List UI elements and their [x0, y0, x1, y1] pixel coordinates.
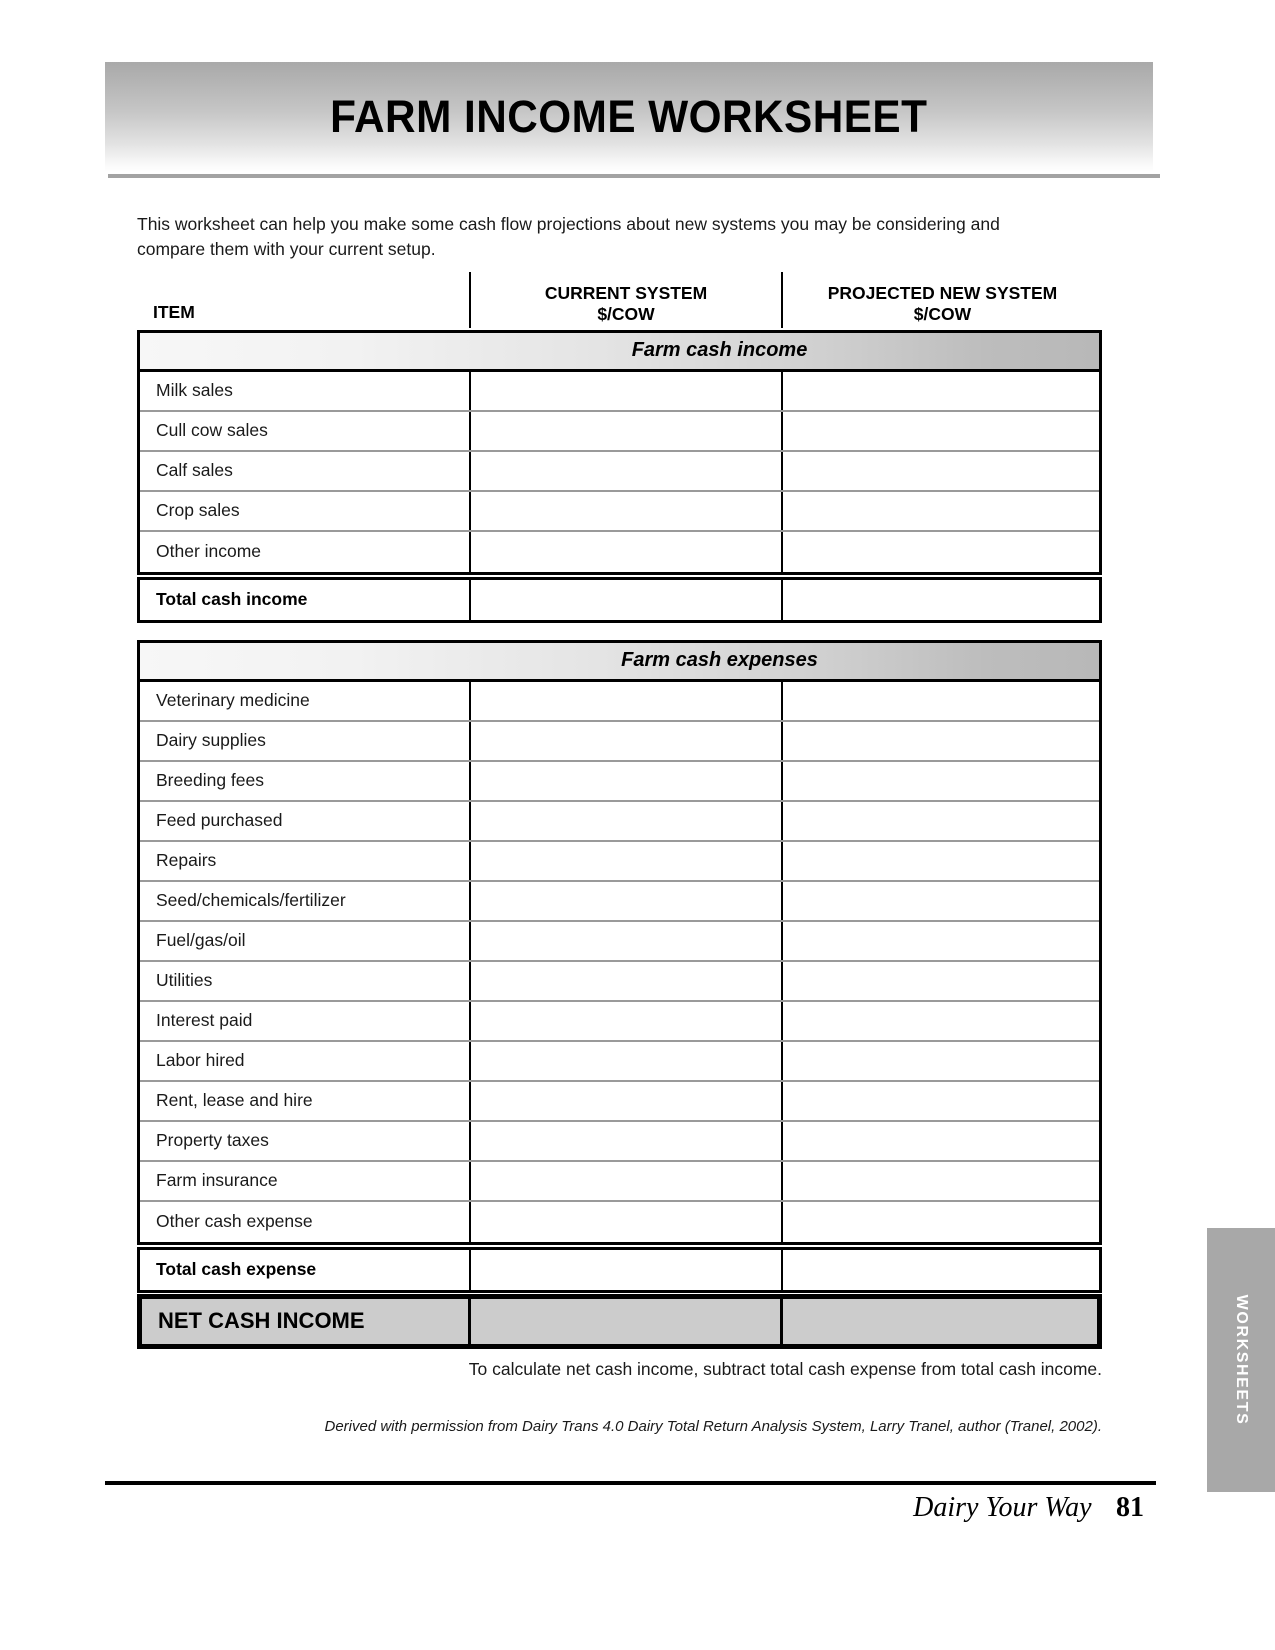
income-item-projected-cell[interactable]	[784, 452, 1099, 490]
row-divider-1	[469, 532, 471, 572]
table-row	[140, 762, 1099, 802]
footer-rule	[105, 1481, 1156, 1485]
row-divider-1	[469, 1082, 471, 1120]
income-item-label: Calf sales	[156, 460, 233, 481]
expense-item-projected-cell[interactable]	[784, 962, 1099, 1000]
row-divider-1	[469, 452, 471, 490]
page-title-banner	[105, 62, 1153, 172]
expense-item-projected-cell[interactable]	[784, 1082, 1099, 1120]
row-divider-2	[781, 1250, 783, 1290]
table-row	[140, 1002, 1099, 1042]
row-divider-2	[781, 802, 783, 840]
expense-item-current-cell[interactable]	[472, 1042, 781, 1080]
column-header-projected-line2: $/COW	[913, 304, 972, 324]
table-row	[140, 532, 1099, 572]
total-cash-expense-current-cell[interactable]	[472, 1250, 781, 1290]
income-section-band	[137, 330, 1102, 372]
row-divider-2	[781, 492, 783, 530]
expense-item-current-cell[interactable]	[472, 842, 781, 880]
total-cash-expense-projected-cell[interactable]	[784, 1250, 1099, 1290]
row-divider-1	[469, 962, 471, 1000]
expenses-section-title: Farm cash expenses	[621, 649, 818, 672]
expense-item-label: Repairs	[156, 850, 217, 871]
farm-cash-income-section	[137, 330, 1102, 575]
table-row	[140, 802, 1099, 842]
expense-item-projected-cell[interactable]	[784, 802, 1099, 840]
expense-item-projected-cell[interactable]	[784, 1042, 1099, 1080]
income-item-projected-cell[interactable]	[784, 532, 1099, 572]
net-cash-income-label: NET CASH INCOME	[158, 1307, 365, 1333]
row-divider-2	[781, 762, 783, 800]
row-divider-2	[781, 842, 783, 880]
table-row	[140, 1202, 1099, 1242]
expense-rows-container	[137, 682, 1102, 1245]
row-divider-2	[781, 532, 783, 572]
column-header-projected-line1: PROJECTED NEW SYSTEM	[827, 283, 1058, 303]
income-item-label: Other income	[156, 541, 262, 562]
row-divider-1	[469, 842, 471, 880]
row-divider-1	[469, 922, 471, 960]
row-divider-2	[781, 1082, 783, 1120]
income-item-current-cell[interactable]	[472, 412, 781, 450]
intro-paragraph: This worksheet can help you make some cash flow projections about new systems you may be considering and compare them with your current setup.	[137, 213, 1000, 259]
row-divider-2	[781, 922, 783, 960]
row-divider-2	[781, 1122, 783, 1160]
row-divider-2	[781, 962, 783, 1000]
income-section-title: Farm cash income	[631, 339, 808, 362]
expense-item-projected-cell[interactable]	[784, 922, 1099, 960]
row-divider-2	[781, 580, 783, 620]
row-divider-2	[781, 1202, 783, 1242]
worksheets-side-tab[interactable]	[1207, 1228, 1275, 1492]
expense-item-current-cell[interactable]	[472, 1122, 781, 1160]
row-divider-1	[469, 580, 471, 620]
table-row	[140, 922, 1099, 962]
expense-item-label: Seed/chemicals/fertilizer	[156, 890, 346, 911]
table-row-total-cash-expense	[137, 1247, 1102, 1293]
row-divider-2	[781, 882, 783, 920]
income-item-projected-cell[interactable]	[784, 372, 1099, 410]
expense-item-label: Other cash expense	[156, 1211, 313, 1232]
expense-item-projected-cell[interactable]	[784, 882, 1099, 920]
table-row	[140, 372, 1099, 412]
expense-item-projected-cell[interactable]	[784, 1122, 1099, 1160]
income-item-label: Crop sales	[156, 500, 240, 521]
expense-item-label: Labor hired	[156, 1050, 245, 1071]
expense-item-current-cell[interactable]	[472, 882, 781, 920]
expense-item-label: Veterinary medicine	[156, 690, 310, 711]
table-row	[140, 492, 1099, 532]
expense-item-current-cell[interactable]	[472, 1002, 781, 1040]
attribution-note: Derived with permission from Dairy Trans 4.0 Dairy Total Return Analysis System, Larry Tranel, author (Tranel, 2002).	[324, 1418, 1102, 1435]
expense-item-label: Property taxes	[156, 1130, 269, 1151]
expense-item-current-cell[interactable]	[472, 922, 781, 960]
row-divider-1	[469, 1202, 471, 1242]
row-divider-1	[469, 492, 471, 530]
expenses-section-band	[137, 640, 1102, 682]
expense-item-projected-cell[interactable]	[784, 1162, 1099, 1200]
row-divider-1	[469, 372, 471, 410]
row-divider-2	[781, 412, 783, 450]
table-row-total-cash-income	[137, 577, 1102, 623]
row-divider-1	[469, 1122, 471, 1160]
column-header-current-system	[471, 272, 781, 328]
page-title: FARM INCOME WORKSHEET	[330, 91, 928, 142]
income-item-label: Cull cow sales	[156, 420, 268, 441]
table-row	[140, 842, 1099, 882]
expense-item-current-cell[interactable]	[472, 682, 781, 720]
table-row	[140, 1082, 1099, 1122]
table-row	[140, 1042, 1099, 1082]
row-divider-2	[781, 452, 783, 490]
expense-item-label: Dairy supplies	[156, 730, 266, 751]
worksheets-side-tab-label: WORKSHEETS	[1233, 1294, 1250, 1426]
farm-cash-expenses-section	[137, 640, 1102, 1245]
total-cash-income-projected-cell[interactable]	[784, 580, 1099, 620]
row-divider-1	[469, 762, 471, 800]
row-divider-2	[781, 1162, 783, 1200]
table-row-net-cash-income	[137, 1294, 1102, 1349]
expense-item-label: Interest paid	[156, 1010, 253, 1031]
table-row	[140, 722, 1099, 762]
book-title: Dairy Your Way	[913, 1492, 1092, 1523]
income-item-current-cell[interactable]	[472, 492, 781, 530]
net-cash-income-current-cell[interactable]	[471, 1299, 780, 1344]
income-item-current-cell[interactable]	[472, 452, 781, 490]
row-divider-1	[469, 1162, 471, 1200]
expense-item-current-cell[interactable]	[472, 962, 781, 1000]
table-row	[140, 682, 1099, 722]
column-header-current-line1: CURRENT SYSTEM	[544, 283, 708, 303]
expense-item-current-cell[interactable]	[472, 762, 781, 800]
income-item-projected-cell[interactable]	[784, 492, 1099, 530]
expense-item-projected-cell[interactable]	[784, 1202, 1099, 1242]
income-item-label: Milk sales	[156, 380, 233, 401]
row-divider-1	[469, 1042, 471, 1080]
row-divider-2	[781, 1002, 783, 1040]
expense-item-label: Fuel/gas/oil	[156, 930, 246, 951]
table-row	[140, 452, 1099, 492]
row-divider-1	[469, 682, 471, 720]
title-underline-rule	[108, 174, 1160, 178]
total-cash-expense-label: Total cash expense	[156, 1259, 317, 1280]
expense-item-projected-cell[interactable]	[784, 1002, 1099, 1040]
row-divider-2	[781, 682, 783, 720]
row-divider-2	[781, 372, 783, 410]
income-total-wrapper	[137, 577, 1102, 623]
page-number: 81	[1116, 1492, 1144, 1523]
row-divider-1	[469, 1002, 471, 1040]
expense-item-current-cell[interactable]	[472, 1162, 781, 1200]
income-rows-container	[137, 372, 1102, 575]
expense-item-current-cell[interactable]	[472, 1082, 781, 1120]
row-divider-1	[469, 722, 471, 760]
expense-item-current-cell[interactable]	[472, 1202, 781, 1242]
expense-item-projected-cell[interactable]	[784, 682, 1099, 720]
table-row	[140, 1122, 1099, 1162]
income-item-current-cell[interactable]	[472, 372, 781, 410]
row-divider-1	[469, 1250, 471, 1290]
column-header-item: ITEM	[153, 302, 195, 322]
table-row	[140, 882, 1099, 922]
income-item-projected-cell[interactable]	[784, 412, 1099, 450]
expense-item-label: Breeding fees	[156, 770, 264, 791]
row-divider-1	[469, 882, 471, 920]
expense-total-wrapper	[137, 1247, 1102, 1293]
calculation-note: To calculate net cash income, subtract total cash expense from total cash income.	[468, 1359, 1102, 1379]
row-divider-2	[781, 1042, 783, 1080]
income-item-current-cell[interactable]	[472, 532, 781, 572]
column-header-projected-system	[783, 272, 1102, 328]
net-cash-income-wrapper	[137, 1294, 1102, 1349]
total-cash-income-label: Total cash income	[156, 589, 308, 610]
row-divider-2	[781, 722, 783, 760]
expense-item-label: Utilities	[156, 970, 213, 991]
row-divider-1	[469, 412, 471, 450]
table-row	[140, 1162, 1099, 1202]
expense-item-label: Rent, lease and hire	[156, 1090, 313, 1111]
column-header-current-line2: $/COW	[597, 304, 655, 324]
table-row	[140, 412, 1099, 452]
expense-item-current-cell[interactable]	[472, 722, 781, 760]
net-cash-income-projected-cell[interactable]	[783, 1299, 1097, 1344]
total-cash-income-current-cell[interactable]	[472, 580, 781, 620]
expense-item-label: Feed purchased	[156, 810, 283, 831]
expense-item-current-cell[interactable]	[472, 802, 781, 840]
page-footer	[105, 1492, 1156, 1524]
table-row	[140, 962, 1099, 1002]
expense-item-projected-cell[interactable]	[784, 842, 1099, 880]
row-divider-1	[469, 802, 471, 840]
expense-item-projected-cell[interactable]	[784, 722, 1099, 760]
table-column-header	[137, 272, 1102, 328]
expense-item-projected-cell[interactable]	[784, 762, 1099, 800]
expense-item-label: Farm insurance	[156, 1170, 278, 1191]
